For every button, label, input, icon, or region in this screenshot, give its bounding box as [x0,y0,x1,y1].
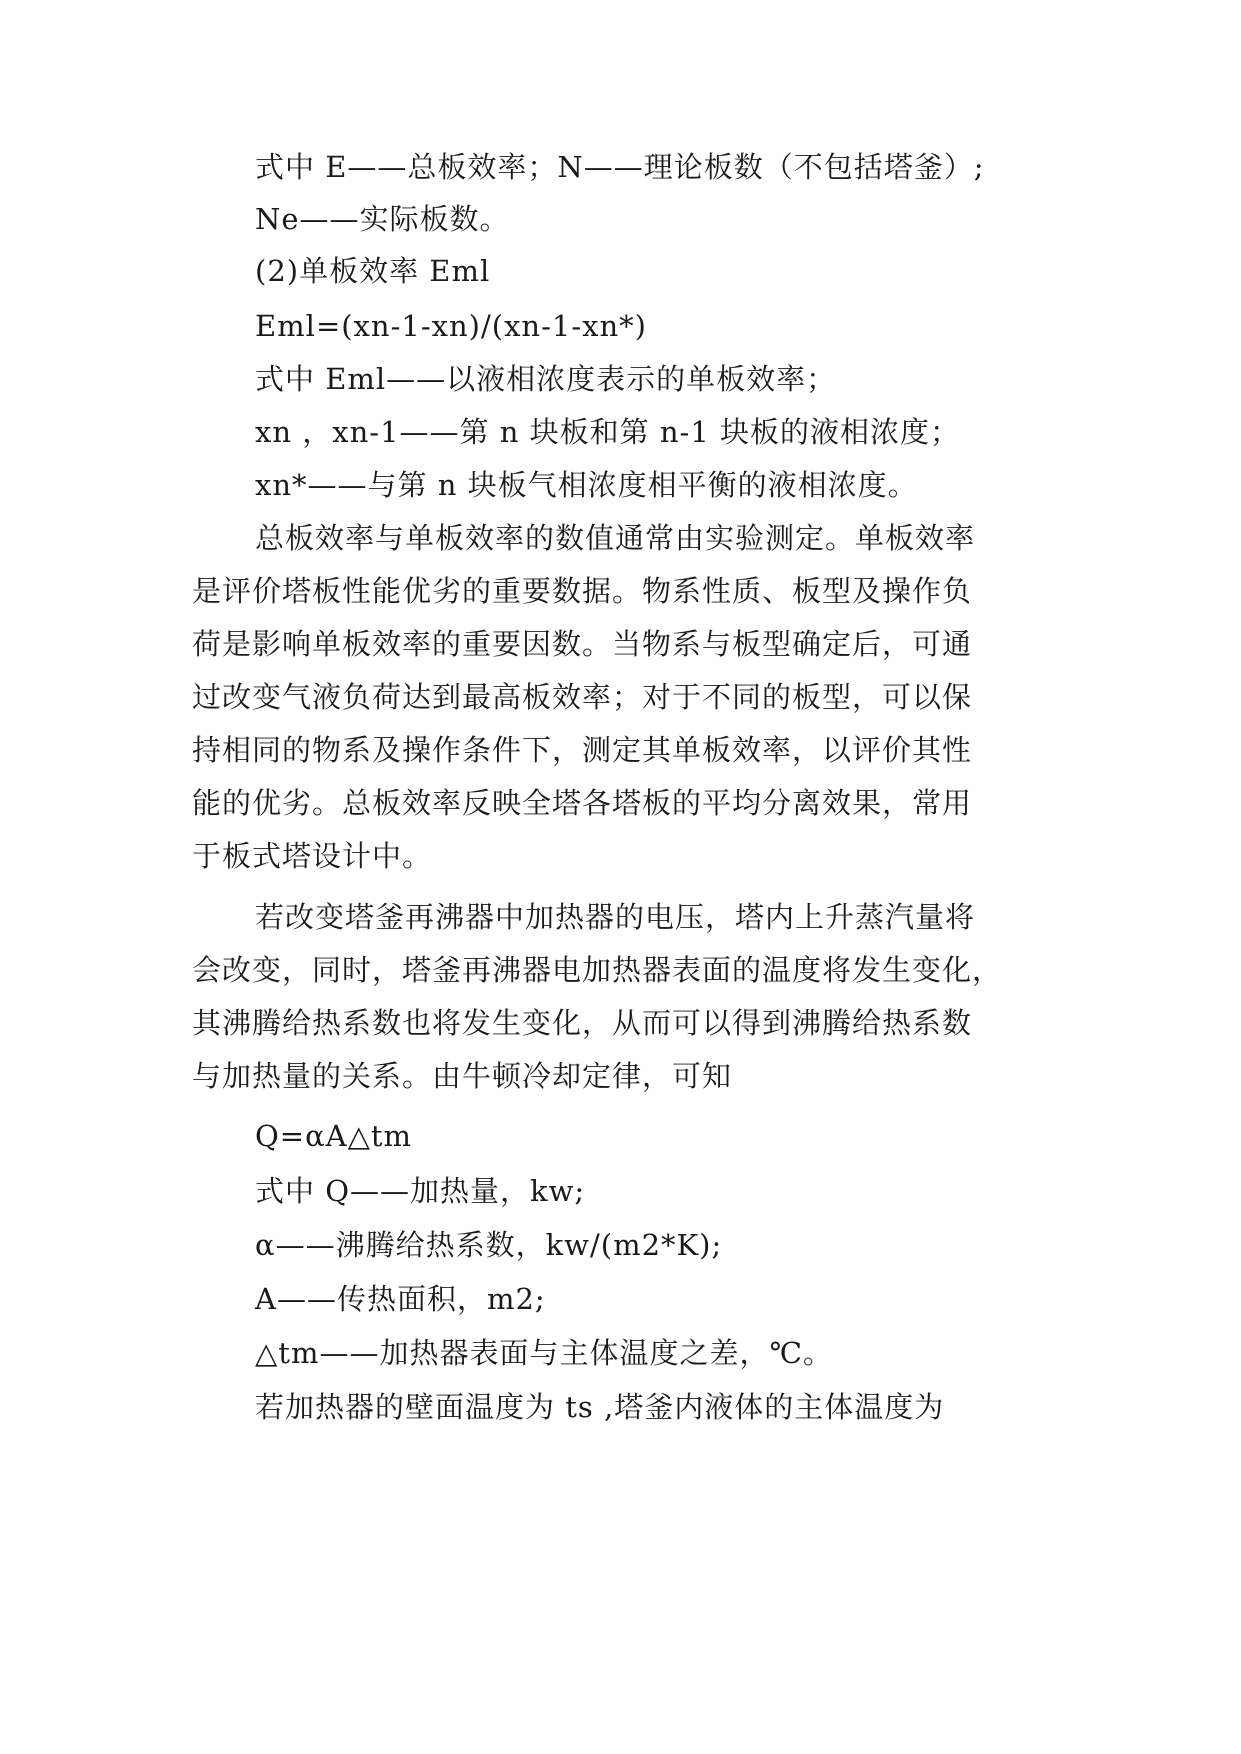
definition-xn-star: xn*——与第 n 块板气相浓度相平衡的液相浓度。 [255,468,918,502]
definition-delta-tm: △tm——加热器表面与主体温度之差，℃。 [255,1336,833,1370]
definition-e-n: 式中 E——总板效率；N——理论板数（不包括塔釜）; [255,150,985,184]
definition-xn: xn ，xn-1——第 n 块板和第 n-1 块板的液相浓度； [255,415,961,449]
paragraph-line: 能的优劣。总板效率反映全塔各塔板的平均分离效果，常用 [192,786,973,820]
formula-q: Q=αA△tm [255,1119,413,1153]
paragraph-line: 与加热量的关系。由牛顿冷却定律，可知 [192,1059,733,1093]
definition-q: 式中 Q——加热量，kw; [255,1174,586,1208]
paragraph-line: 于板式塔设计中。 [192,839,433,873]
paragraph-line: 总板效率与单板效率的数值通常由实验测定。单板效率 [255,521,976,555]
definition-ne: Ne——实际板数。 [255,202,510,236]
paragraph-line: 其沸腾给热系数也将发生变化，从而可以得到沸腾给热系数 [192,1006,973,1040]
formula-eml: Eml=(xn-1-xn)/(xn-1-xn*) [255,309,647,343]
paragraph-line: 会改变，同时，塔釜再沸器电加热器表面的温度将发生变化， [192,953,1003,987]
paragraph-line: 若改变塔釜再沸器中加热器的电压，塔内上升蒸汽量将 [255,900,976,934]
paragraph-line: 过改变气液负荷达到最高板效率；对于不同的板型，可以保 [192,680,973,714]
definition-alpha: α——沸腾给热系数，kw/(m2*K); [255,1228,723,1262]
paragraph-line: 若加热器的壁面温度为 ts ,塔釜内液体的主体温度为 [255,1390,945,1424]
definition-a: A——传热面积，m2; [255,1282,546,1316]
section-heading-eml: (2)单板效率 Eml [255,254,491,288]
paragraph-line: 持相同的物系及操作条件下，测定其单板效率，以评价其性 [192,733,973,767]
definition-eml: 式中 Eml——以液相浓度表示的单板效率； [255,362,837,396]
paragraph-line: 是评价塔板性能优劣的重要数据。物系性质、板型及操作负 [192,574,973,608]
paragraph-line: 荷是影响单板效率的重要因数。当物系与板型确定后，可通 [192,627,973,661]
